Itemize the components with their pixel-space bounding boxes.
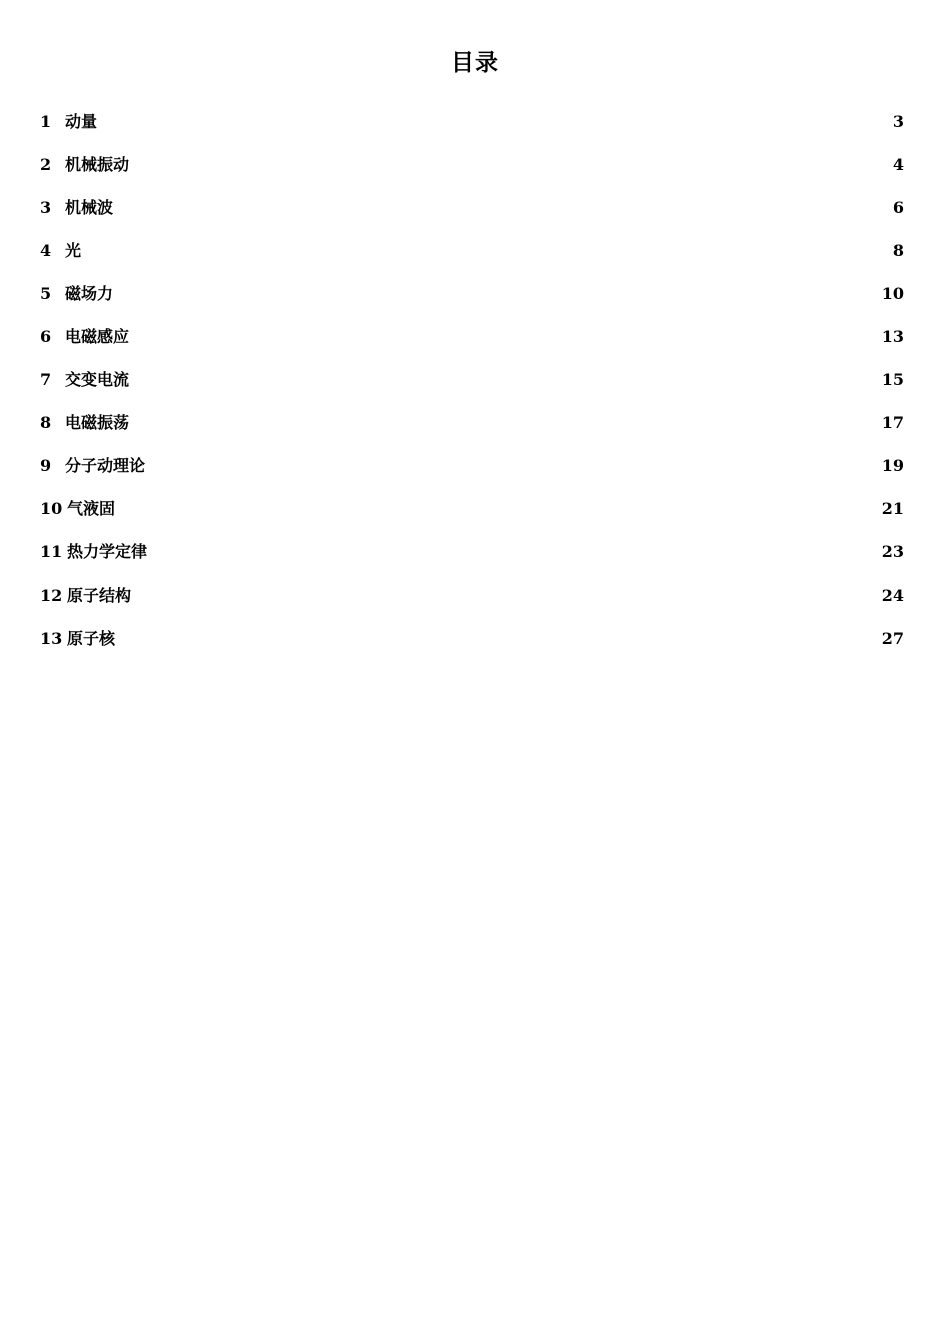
toc-entry-page[interactable]: 23: [881, 542, 904, 562]
toc-entry-page[interactable]: 8: [892, 240, 904, 260]
toc-entry-title[interactable]: 原子结构: [67, 585, 132, 605]
toc-entry-number: 10: [40, 499, 63, 519]
toc-entry-title[interactable]: 电磁感应: [65, 327, 130, 347]
toc-entry-number: 3: [40, 197, 52, 217]
toc-entry-page[interactable]: 6: [892, 197, 904, 217]
toc-entry-number: 13: [40, 628, 63, 648]
toc-entry[interactable]: [40, 445, 904, 488]
toc-entry-number: 1: [40, 111, 52, 131]
toc-entry-number: 12: [40, 585, 63, 605]
toc-entry[interactable]: [40, 531, 904, 574]
toc-entry[interactable]: [40, 402, 904, 445]
toc-entry-number: 8: [40, 413, 52, 433]
toc-entry[interactable]: [40, 143, 904, 186]
toc-entry[interactable]: [40, 488, 904, 531]
toc-entry-number: 2: [40, 154, 52, 174]
toc-entry-number: 9: [40, 456, 52, 476]
toc-entry-title[interactable]: 磁场力: [65, 283, 114, 303]
toc-entry-page[interactable]: 17: [881, 413, 904, 433]
toc-entry-title[interactable]: 机械波: [65, 197, 114, 217]
toc-entry-page[interactable]: 21: [881, 499, 904, 519]
toc-entry-title[interactable]: 气液固: [67, 499, 116, 519]
toc-entry-title[interactable]: 机械振动: [65, 154, 130, 174]
toc-entry[interactable]: [40, 359, 904, 402]
toc-entry-page[interactable]: 13: [881, 327, 904, 347]
toc-entry-page[interactable]: 15: [881, 370, 904, 390]
toc-entry-number: 5: [40, 283, 52, 303]
toc-entry[interactable]: [40, 272, 904, 315]
toc-entry-title[interactable]: 分子动理论: [65, 456, 146, 476]
toc-entry-page[interactable]: 27: [881, 628, 904, 648]
toc-entry[interactable]: [40, 229, 904, 272]
toc-entry[interactable]: [40, 100, 904, 143]
toc-entry-page[interactable]: 19: [881, 456, 904, 476]
toc-entry-title[interactable]: 交变电流: [65, 370, 130, 390]
toc-entry[interactable]: [40, 315, 904, 358]
toc-entry-number: 11: [40, 542, 63, 562]
toc-entry-number: 6: [40, 327, 52, 347]
toc-entry-page[interactable]: 4: [892, 154, 904, 174]
toc-entry-title[interactable]: 动量: [65, 111, 98, 131]
toc-entry-page[interactable]: 3: [892, 111, 904, 131]
toc-entry[interactable]: [40, 574, 904, 617]
toc-entry-title[interactable]: 光: [65, 240, 82, 260]
table-of-contents: [40, 100, 904, 660]
toc-entry-title[interactable]: 电磁振荡: [65, 413, 130, 433]
toc-entry-title[interactable]: 热力学定律: [67, 542, 148, 562]
toc-entry-number: 7: [40, 370, 52, 390]
page-title: 目录: [451, 49, 499, 77]
toc-entry-title[interactable]: 原子核: [67, 628, 116, 648]
toc-entry-number: 4: [40, 240, 52, 260]
toc-entry-page[interactable]: 10: [881, 283, 904, 303]
toc-entry[interactable]: [40, 186, 904, 229]
toc-entry-page[interactable]: 24: [881, 585, 904, 605]
toc-entry[interactable]: [40, 617, 904, 660]
